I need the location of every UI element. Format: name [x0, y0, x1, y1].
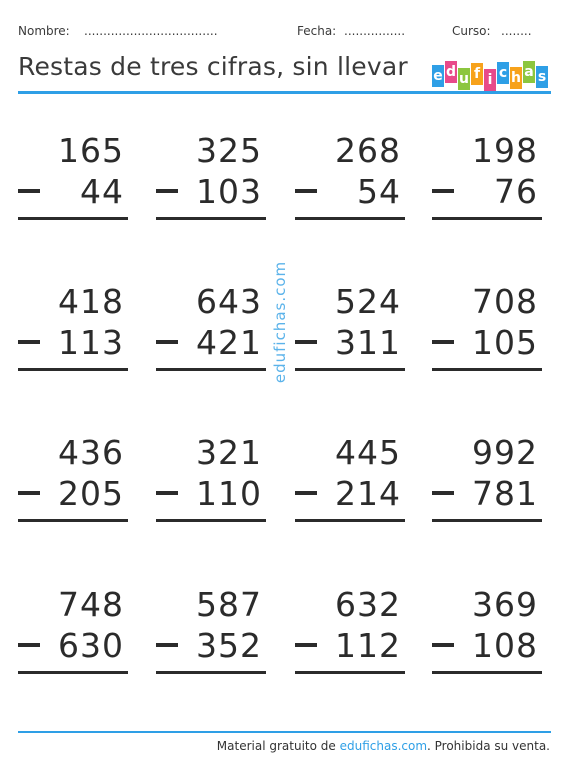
- minus-sign: [432, 340, 454, 344]
- subtraction-problem: [156, 131, 266, 221]
- logo-letter: e: [432, 65, 444, 87]
- logo-letter: u: [458, 68, 470, 90]
- footer-suffix: . Prohibida su venta.: [427, 739, 550, 753]
- minus-sign: [156, 189, 178, 193]
- subtrahend: 205: [58, 474, 124, 513]
- page-title: Restas de tres cifras, sin llevar: [18, 52, 408, 81]
- subtrahend: 352: [196, 626, 262, 665]
- nombre-dots: ...................................: [84, 24, 218, 38]
- minus-sign: [18, 643, 40, 647]
- subtraction-problem: [18, 282, 128, 372]
- answer-line[interactable]: [432, 217, 542, 220]
- logo-letter: d: [445, 61, 457, 83]
- answer-line[interactable]: [18, 217, 128, 220]
- minus-sign: [432, 643, 454, 647]
- answer-line[interactable]: [18, 519, 128, 522]
- nombre-label: Nombre:: [18, 24, 70, 38]
- logo-letter: c: [497, 62, 509, 84]
- minuend: 748: [58, 585, 124, 624]
- subtraction-problem: [18, 131, 128, 221]
- answer-line[interactable]: [156, 519, 266, 522]
- answer-line[interactable]: [18, 368, 128, 371]
- minuend: 165: [58, 131, 124, 170]
- minuend: 632: [335, 585, 401, 624]
- minus-sign: [18, 340, 40, 344]
- logo-letter: f: [471, 63, 483, 85]
- minus-sign: [18, 189, 40, 193]
- minus-sign: [295, 189, 317, 193]
- minus-sign: [156, 491, 178, 495]
- footer: [217, 739, 550, 753]
- curso-dots: ........: [501, 24, 532, 38]
- subtraction-problem: [295, 282, 405, 372]
- logo-letter: a: [523, 61, 535, 83]
- minus-sign: [18, 491, 40, 495]
- answer-line[interactable]: [156, 368, 266, 371]
- footer-brand[interactable]: edufichas.com: [339, 739, 428, 753]
- logo-letter: h: [510, 67, 522, 89]
- fecha-dots: ................: [344, 24, 406, 38]
- subtrahend: 781: [472, 474, 538, 513]
- subtraction-problem: [432, 131, 542, 221]
- minuend: 708: [472, 282, 538, 321]
- answer-line[interactable]: [18, 671, 128, 674]
- subtrahend: 110: [196, 474, 262, 513]
- subtraction-problem: [156, 433, 266, 523]
- subtrahend: 311: [335, 323, 401, 362]
- minuend: 198: [472, 131, 538, 170]
- minus-sign: [295, 340, 317, 344]
- subtraction-problem: [295, 131, 405, 221]
- subtraction-problem: [295, 433, 405, 523]
- answer-line[interactable]: [295, 671, 405, 674]
- subtrahend: 630: [58, 626, 124, 665]
- answer-line[interactable]: [295, 217, 405, 220]
- curso-label: Curso:: [452, 24, 491, 38]
- subtrahend: 44: [80, 172, 124, 211]
- subtraction-problem: [432, 585, 542, 675]
- logo-letter: s: [536, 66, 548, 88]
- minuend: 268: [335, 131, 401, 170]
- subtrahend: 76: [494, 172, 538, 211]
- minuend: 524: [335, 282, 401, 321]
- minuend: 445: [335, 433, 401, 472]
- subtrahend: 421: [196, 323, 262, 362]
- subtraction-problem: [156, 585, 266, 675]
- footer-divider: [18, 731, 551, 733]
- answer-line[interactable]: [432, 368, 542, 371]
- minuend: 436: [58, 433, 124, 472]
- minuend: 418: [58, 282, 124, 321]
- watermark: edufichas.com: [271, 260, 289, 384]
- subtraction-problem: [18, 433, 128, 523]
- logo-letter: i: [484, 69, 496, 91]
- footer-prefix: Material gratuito de: [216, 739, 340, 753]
- subtraction-problem: [432, 433, 542, 523]
- minuend: 321: [196, 433, 262, 472]
- minuend: 643: [196, 282, 262, 321]
- minus-sign: [295, 491, 317, 495]
- subtraction-problem: [156, 282, 266, 372]
- answer-line[interactable]: [156, 217, 266, 220]
- subtrahend: 54: [357, 172, 401, 211]
- minuend: 992: [472, 433, 538, 472]
- minuend: 587: [196, 585, 262, 624]
- subtraction-problem: [432, 282, 542, 372]
- minuend: 325: [196, 131, 262, 170]
- subtrahend: 103: [196, 172, 262, 211]
- minus-sign: [432, 491, 454, 495]
- fecha-label: Fecha:: [297, 24, 337, 38]
- subtraction-problem: [295, 585, 405, 675]
- minus-sign: [432, 189, 454, 193]
- subtrahend: 108: [472, 626, 538, 665]
- minus-sign: [156, 643, 178, 647]
- subtraction-problem: [18, 585, 128, 675]
- header-divider: [18, 91, 551, 94]
- answer-line[interactable]: [295, 519, 405, 522]
- minus-sign: [295, 643, 317, 647]
- answer-line[interactable]: [432, 671, 542, 674]
- subtrahend: 113: [58, 323, 124, 362]
- subtrahend: 214: [335, 474, 401, 513]
- subtrahend: 112: [335, 626, 401, 665]
- subtrahend: 105: [472, 323, 538, 362]
- minuend: 369: [472, 585, 538, 624]
- answer-line[interactable]: [432, 519, 542, 522]
- answer-line[interactable]: [156, 671, 266, 674]
- answer-line[interactable]: [295, 368, 405, 371]
- minus-sign: [156, 340, 178, 344]
